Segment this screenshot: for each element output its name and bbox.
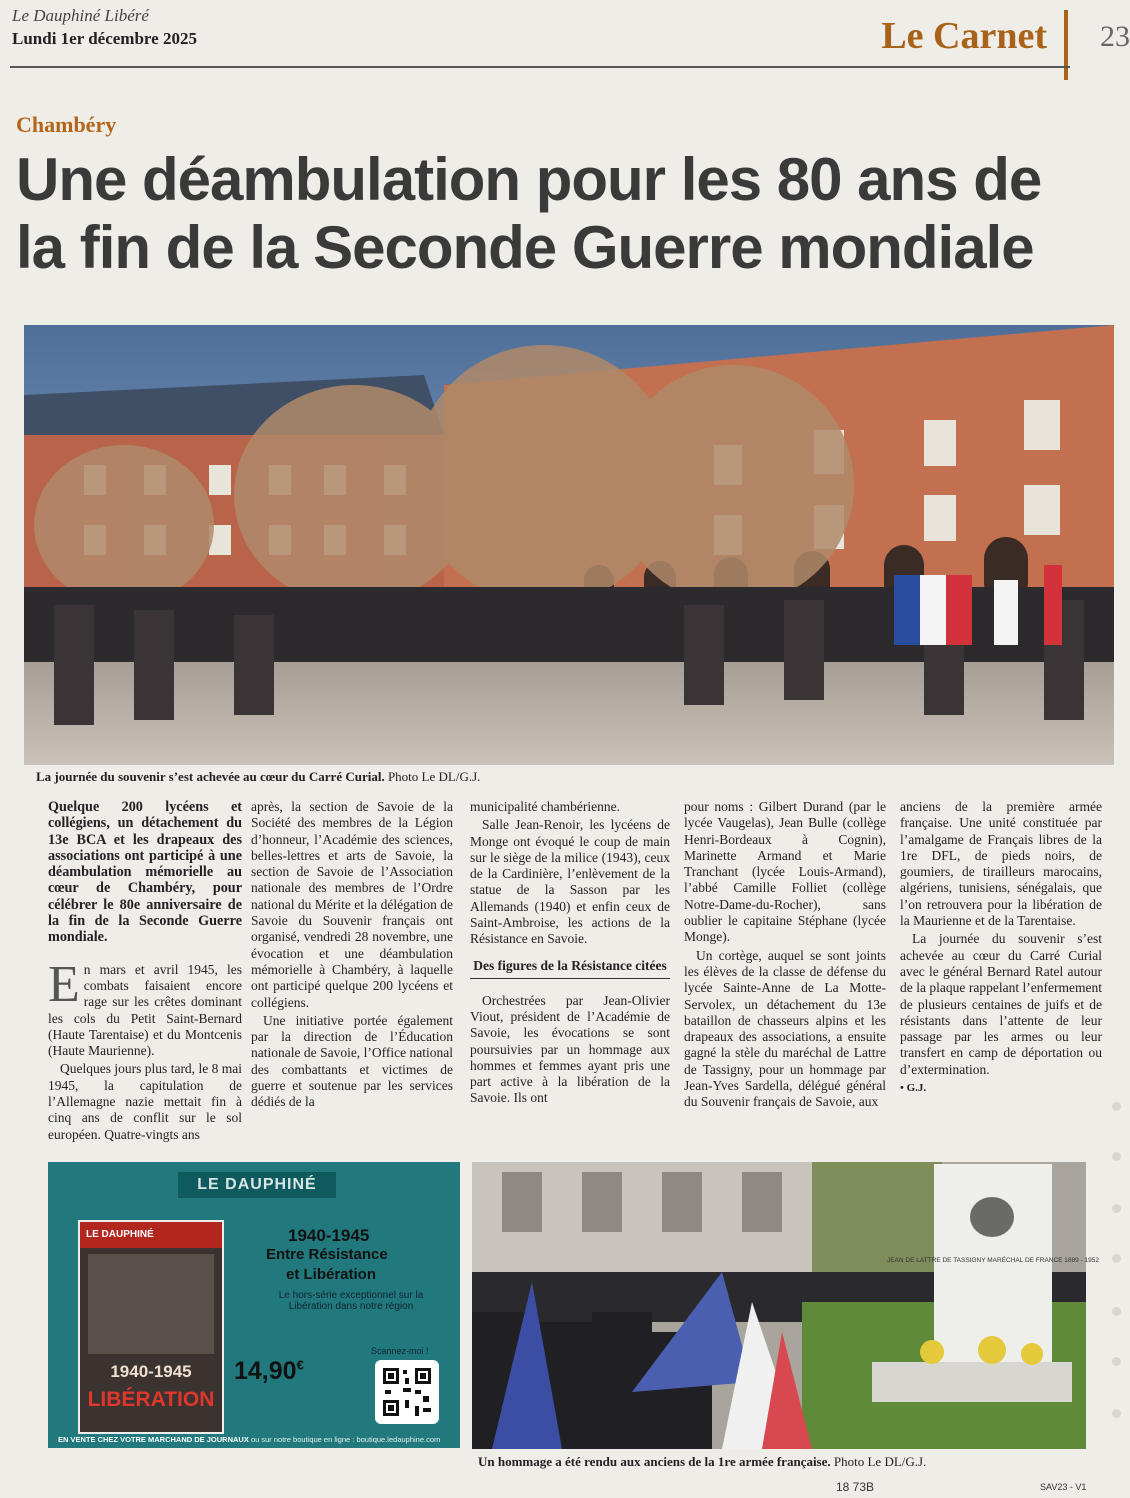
- dropcap: E: [48, 955, 80, 1013]
- ad-footer-rest: ou sur notre boutique en ligne : boutique.ledauphine.com: [250, 1435, 441, 1444]
- article-paragraph-3: après, la section de Savoie de la Société des membres de la Légion d’honneur, l’Académie des sciences, belles-lettres et arts de Savoie, la section de Savoie de l’Association nationale des membres de l’Ordre national du Mérite et la délégation de Savoie du Souvenir français ont organisé, vendredi 28 novembre, une évocation et une déambulation mémorielle à Chambéry, à laquelle ont participé quelque 200 lycéens et collégiens.: [251, 799, 453, 1010]
- main-photo-illustration: [24, 325, 1114, 765]
- second-photo-caption: [478, 1454, 926, 1470]
- headline-line-2: la fin de la Seconde Guerre mondiale: [16, 214, 1034, 281]
- article-paragraph-4: Une initiative portée également par la direction de l’Éducation nationale de Savoie, l’Office national des combattants et victimes de guerre et soutenue par les services dédiés de la: [251, 1012, 453, 1110]
- ad-years: 1940-1945: [288, 1226, 370, 1245]
- binder-hole: [1112, 1254, 1121, 1263]
- main-photo-caption: [36, 769, 480, 785]
- section-title: Le Carnet: [881, 15, 1047, 57]
- article-locality: Chambéry: [16, 112, 117, 137]
- article-signature: • G.J.: [900, 1082, 927, 1095]
- binder-hole: [1112, 1307, 1121, 1316]
- article-paragraph-5: municipalité chambérienne.: [470, 799, 620, 814]
- ad-subtitle: Le hors-série exceptionnel sur la Libération dans notre région: [278, 1290, 424, 1312]
- issue-date: Lundi 1er décembre 2025: [12, 29, 197, 48]
- qr-code-graphic: [375, 1360, 439, 1424]
- stele-inscription: JEAN DE LATTRE DE TASSIGNY MARÉCHAL DE FRANCE 1889 - 1952: [886, 1257, 1100, 1264]
- second-photo-credit: Photo Le DL/G.J.: [833, 1454, 927, 1469]
- ad-scan-label: Scannez-moi !: [371, 1346, 429, 1356]
- binder-hole: [1112, 1357, 1121, 1366]
- hors-serie-advertisement[interactable]: [48, 1162, 460, 1448]
- article-paragraph-9: Un cortège, auquel se sont joints les élèves de la classe de défense du lycée Sainte-Anne de La Motte-Servolex, un détachement du 13e bataillon de chasseurs alpins et les drapeaux des associations, a ensuite gagné la stèle du maréchal de Lattre de Tassigny, pour un hommage par Jean-Yves Sardella, délégué général du Souvenir français de Savoie, aux: [684, 947, 886, 1110]
- ad-cover-brand: LE DAUPHINÉ: [80, 1222, 222, 1248]
- header-rule: [10, 66, 1070, 68]
- page-number: 23: [1100, 20, 1130, 53]
- binder-hole: [1112, 1204, 1121, 1213]
- article-subhead: Des figures de la Résistance citées: [470, 958, 670, 979]
- article-paragraph-8: pour noms : Gilbert Durand (par le lycée Vaugelas), Jean Bulle (collège Henri-Bordeaux à Cognin), Marinette Armand et Marie Tranchant (lycée Louis-Armand), l’abbé Camille Folliet (collège Notre-Dame-du-Rocher), sans oublier le capitaine Stéphane (lycée Monge).: [684, 799, 886, 945]
- article-column-5: [900, 799, 1102, 1096]
- edition-code: SAV23 - V1: [1040, 1482, 1087, 1492]
- qr-code-icon[interactable]: [375, 1360, 439, 1424]
- ad-footer: [58, 1435, 440, 1444]
- second-photo: [472, 1162, 1100, 1449]
- article-paragraph-6: Salle Jean-Renoir, les lycéens de Monge ont évoqué le coup de main sur le siège de la milice (1943), ceux de la Cardinière, l’enlèvement de la statue de la Sasson par les Allemands (1940) et enfin ceux de Saint-Ambroise, les actions de la Résistance en Savoie.: [470, 817, 670, 947]
- binder-hole: [1112, 1152, 1121, 1161]
- main-photo: [24, 325, 1114, 765]
- article-column-3: [470, 799, 670, 1109]
- article-paragraph-1: En mars et avril 1945, les combats faisaient encore rage sur les crêtes dominant les cols du Petit Saint-Bernard (Haute Tarentaise) et du Montcenis (Haute Maurienne).: [48, 955, 242, 1059]
- ad-price-value: 14,90: [234, 1357, 297, 1385]
- main-photo-credit: Photo Le DL/G.J.: [387, 769, 481, 784]
- ad-magazine-cover: [78, 1220, 224, 1434]
- page-code: 18 73B: [836, 1480, 875, 1494]
- second-photo-illustration: [472, 1162, 1100, 1449]
- article-paragraph-10: anciens de la première armée française. Une unité constituée par l’amalgame de Français libres de la 1re DFL, de pieds noirs, de goumiers, de tirailleurs marocains, algériens, tunisiens, sénégalais, que l’on retrouvera pour la libération de la Maurienne et de la Tarentaise.: [900, 799, 1102, 929]
- article-paragraph-7: Orchestrées par Jean-Olivier Viout, président de l’Académie de Savoie, les évocations se sont poursuivies par un hommage aux hommes et femmes ayant pris une part active à la libération de la Savoie. Ils ont: [470, 992, 670, 1106]
- ad-title-line-2: et Libération: [286, 1266, 377, 1283]
- section-divider: [1064, 10, 1068, 80]
- newspaper-name: Le Dauphiné Libéré: [12, 6, 149, 25]
- second-photo-caption-text: Un hommage a été rendu aux anciens de la 1re armée française.: [478, 1454, 831, 1469]
- ad-footer-bold: EN VENTE CHEZ VOTRE MARCHAND DE JOURNAUX: [58, 1435, 249, 1444]
- ad-currency: €: [296, 1357, 304, 1373]
- main-photo-caption-text: La journée du souvenir s’est achevée au cœur du Carré Curial.: [36, 769, 385, 784]
- ad-cover-title: LIBÉRATION: [87, 1388, 215, 1411]
- ad-title-line-1: Entre Résistance: [266, 1246, 388, 1263]
- ad-cover-years: 1940-1945: [110, 1362, 192, 1381]
- article-paragraph-2: Quelques jours plus tard, le 8 mai 1945, la capitulation de l’Allemagne nazie mettait fin à cinq ans de conflit sur le sol européen. Quatre-vingts ans: [48, 1061, 242, 1142]
- article-column-4: [684, 799, 886, 1113]
- binder-hole: [1112, 1102, 1121, 1111]
- headline-line-1: Une déambulation pour les 80 ans de: [16, 146, 1042, 213]
- ad-logo: LE DAUPHINÉ: [178, 1172, 336, 1198]
- ad-cover-photo: [88, 1254, 214, 1354]
- binder-hole: [1112, 1409, 1121, 1418]
- article-column-2: [251, 799, 453, 1113]
- article-paragraph-11: La journée du souvenir s’est achevée au cœur du Carré Curial avec le général Bernard Ratel autour de la plaque rappelant l’enfermement de plusieurs centaines de juifs et de résistants dans l’attente de leur passage par les armes ou leur transfert en camp de déportation ou d’extermination.: [900, 931, 1102, 1077]
- article-lead: Quelque 200 lycéens et collégiens, un détachement du 13e BCA et les drapeaux des associations ont participé à une déambulation mémorielle au cœur de Chambéry, pour célébrer le 80e anniversaire de la fin de la Seconde Guerre mondiale.: [48, 799, 242, 946]
- article-headline: [16, 146, 1121, 282]
- article-column-1: [48, 799, 242, 1145]
- ad-price: [234, 1357, 304, 1386]
